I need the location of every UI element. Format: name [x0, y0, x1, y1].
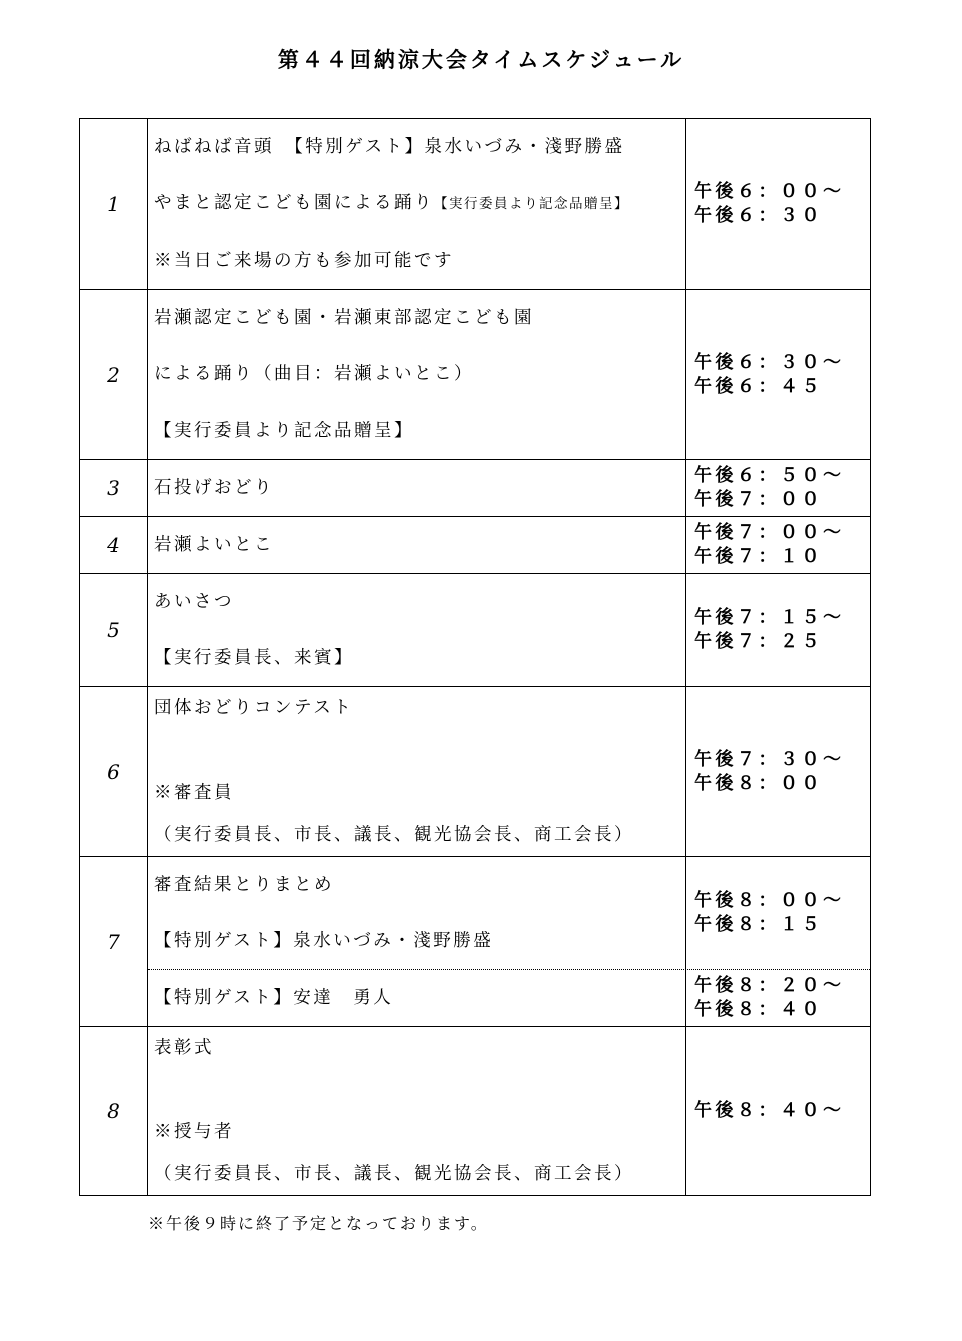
time-slot: [686, 574, 870, 686]
program-description: [148, 119, 686, 289]
program-description: [148, 517, 686, 573]
table-row: [80, 856, 870, 1026]
description-line: 石投げおどり: [154, 478, 274, 498]
description-note: 【実行委員より記念品贈呈】: [434, 196, 629, 213]
start-time: 午後７：００～: [694, 522, 845, 543]
description-line: 【実行委員より記念品贈呈】: [154, 420, 414, 441]
row-number: 8: [80, 1027, 148, 1195]
row-number: 6: [80, 687, 148, 856]
program-description: [148, 1027, 686, 1195]
start-time: 午後８：００～: [694, 890, 845, 911]
description-line: ねばねば音頭 【特別ゲスト】泉水いづみ・淺野勝盛: [154, 137, 625, 158]
description-line: やまと認定こども園による踊り【実行委員より記念品贈呈】: [154, 193, 629, 214]
description-line: （実行委員長、市長、議長、観光協会長、商工会長）: [154, 1164, 634, 1184]
program-description: [148, 574, 686, 686]
table-row: [80, 516, 870, 573]
time-slot: [686, 460, 870, 516]
program-description: [148, 460, 686, 516]
program-description: [148, 970, 686, 1026]
row-number: 5: [80, 574, 148, 686]
description-line: ※審査員: [154, 782, 234, 803]
end-time: 午後６：３０: [694, 205, 823, 226]
time-slot: [686, 687, 870, 856]
description-line: ※授与者: [154, 1122, 234, 1142]
end-time: 午後８：００: [694, 772, 823, 794]
start-time: 午後７：１５～: [694, 607, 845, 628]
time-slot: [686, 857, 870, 969]
table-row: [80, 1026, 870, 1195]
end-time: 午後７：２５: [694, 631, 823, 652]
row-number: 4: [80, 517, 148, 573]
end-time: 午後６：４５: [694, 375, 823, 397]
footnote: ※午後９時に終了予定となっております。: [148, 1214, 489, 1233]
program-description: [148, 687, 686, 856]
description-line: 【特別ゲスト】泉水いづみ・淺野勝盛: [154, 931, 494, 951]
start-time: 午後８：２０～: [694, 975, 845, 996]
row-number: 2: [80, 290, 148, 459]
table-row: [80, 459, 870, 516]
description-line: 岩瀬認定こども園・岩瀬東部認定こども園: [154, 308, 534, 329]
description-line: ※当日ご来場の方も参加可能です: [154, 250, 454, 271]
end-time: 午後８：１５: [694, 914, 823, 935]
time-slot: [686, 970, 870, 1026]
description-line: 【実行委員長、来賓】: [154, 648, 354, 668]
program-description: [148, 857, 686, 969]
start-time: 午後７：３０～: [694, 748, 845, 770]
time-slot: [686, 290, 870, 459]
start-time: 午後６：００～: [694, 181, 845, 202]
start-time: 午後８：４０～: [694, 1100, 845, 1121]
row-number: 1: [80, 119, 148, 289]
row-number: 3: [80, 460, 148, 516]
end-time: 午後８：４０: [694, 999, 823, 1020]
end-time: 午後７：１０: [694, 546, 823, 567]
description-line: 審査結果とりまとめ: [154, 875, 334, 895]
schedule-table: [79, 118, 871, 1196]
time-slot: [686, 119, 870, 289]
program-description: [148, 290, 686, 459]
description-line: 【特別ゲスト】安達 勇人: [154, 988, 394, 1008]
table-row: [80, 289, 870, 459]
description-line: 岩瀬よいとこ: [154, 535, 274, 555]
description-line: （実行委員長、市長、議長、観光協会長、商工会長）: [154, 824, 634, 845]
description-line: による踊り（曲目：岩瀬よいとこ）: [154, 364, 474, 385]
description-line: 表彰式: [154, 1038, 214, 1058]
end-time: 午後７：００: [694, 489, 823, 510]
table-row: [80, 573, 870, 686]
start-time: 午後６：５０～: [694, 465, 845, 486]
description-line: あいさつ: [154, 592, 234, 612]
page-title: 第４４回納涼大会タイムスケジュール: [277, 47, 685, 72]
description-line: 団体おどりコンテスト: [154, 698, 354, 719]
table-row: [80, 119, 870, 289]
table-row: [80, 686, 870, 856]
start-time: 午後６：３０～: [694, 351, 845, 373]
row-number: 7: [80, 857, 148, 1026]
time-slot: [686, 517, 870, 573]
time-slot: [686, 1027, 870, 1195]
